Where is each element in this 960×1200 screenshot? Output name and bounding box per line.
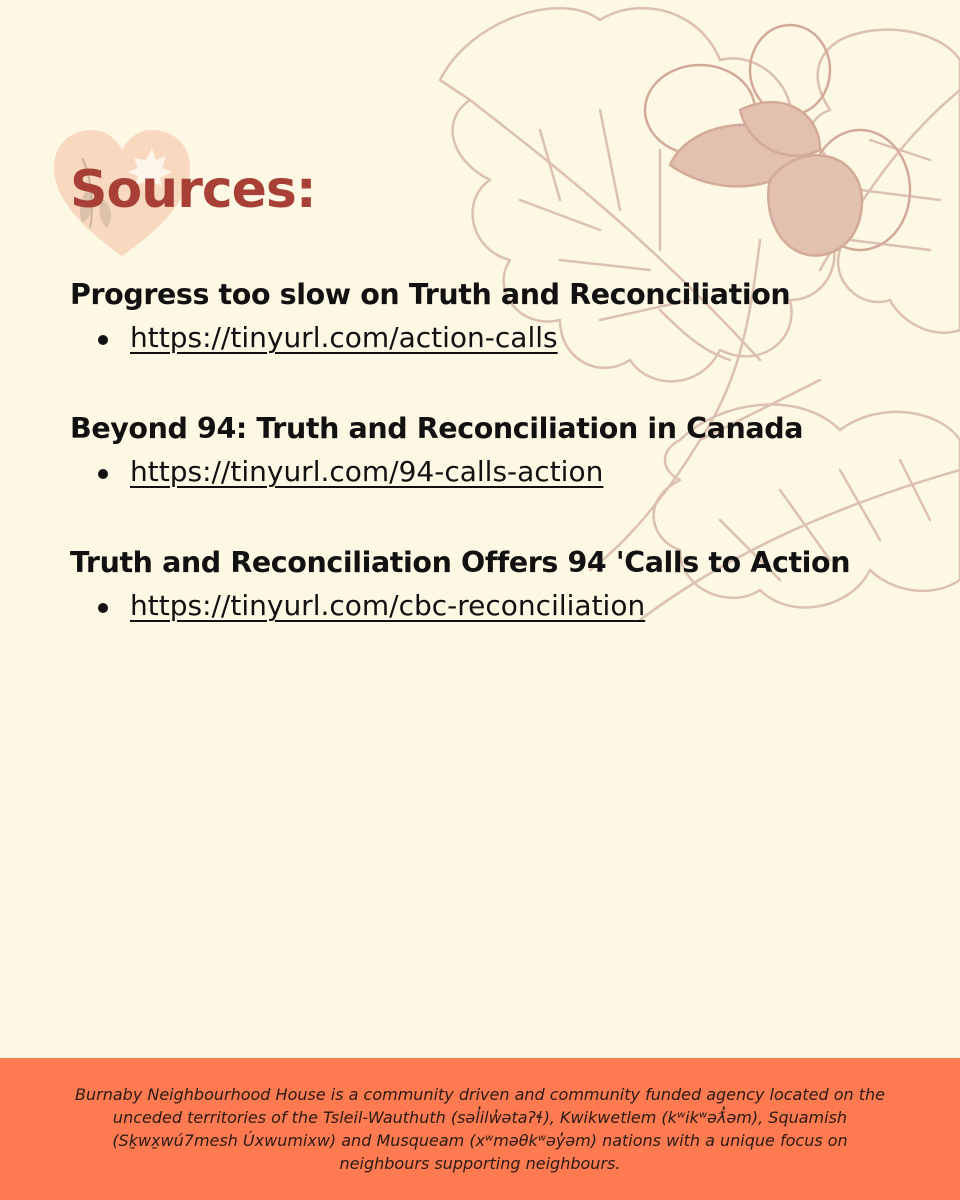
footer-banner <box>0 1058 960 1200</box>
source-links <box>70 589 940 622</box>
source-link-item <box>130 321 940 354</box>
bullet-icon <box>98 335 108 345</box>
source-title: Beyond 94: Truth and Reconciliation in Canada <box>70 412 804 445</box>
source-item <box>70 278 940 354</box>
sources-list <box>70 278 940 680</box>
bullet-icon <box>98 469 108 479</box>
source-title: Progress too slow on Truth and Reconciliation <box>70 278 791 311</box>
source-link-item <box>130 589 940 622</box>
source-links <box>70 455 940 488</box>
source-link[interactable]: https://tinyurl.com/94-calls-action <box>130 455 604 488</box>
source-title: Truth and Reconciliation Offers 94 'Calls to Action <box>70 546 851 579</box>
source-link-item <box>130 455 940 488</box>
source-item <box>70 412 940 488</box>
land-acknowledgement: Burnaby Neighbourhood House is a community driven and community funded agency located on the unceded territories of the Tsleil-Wauthuth (səl̓ilw̓ətaʔɬ), Kwikwetlem (kʷikʷəƛ̓əm), Squamish (Sḵwx̱wú7mesh Úxwumixw) and Musqueam (xʷməθkʷəy̓əm) nations with a unique focus on neighbours supporting neighbours. <box>75 1085 885 1173</box>
source-item <box>70 546 940 622</box>
source-link[interactable]: https://tinyurl.com/action-calls <box>130 321 558 354</box>
bullet-icon <box>98 603 108 613</box>
page-title: Sources: <box>70 160 316 220</box>
source-links <box>70 321 940 354</box>
source-link[interactable]: https://tinyurl.com/cbc-reconciliation <box>130 589 646 622</box>
